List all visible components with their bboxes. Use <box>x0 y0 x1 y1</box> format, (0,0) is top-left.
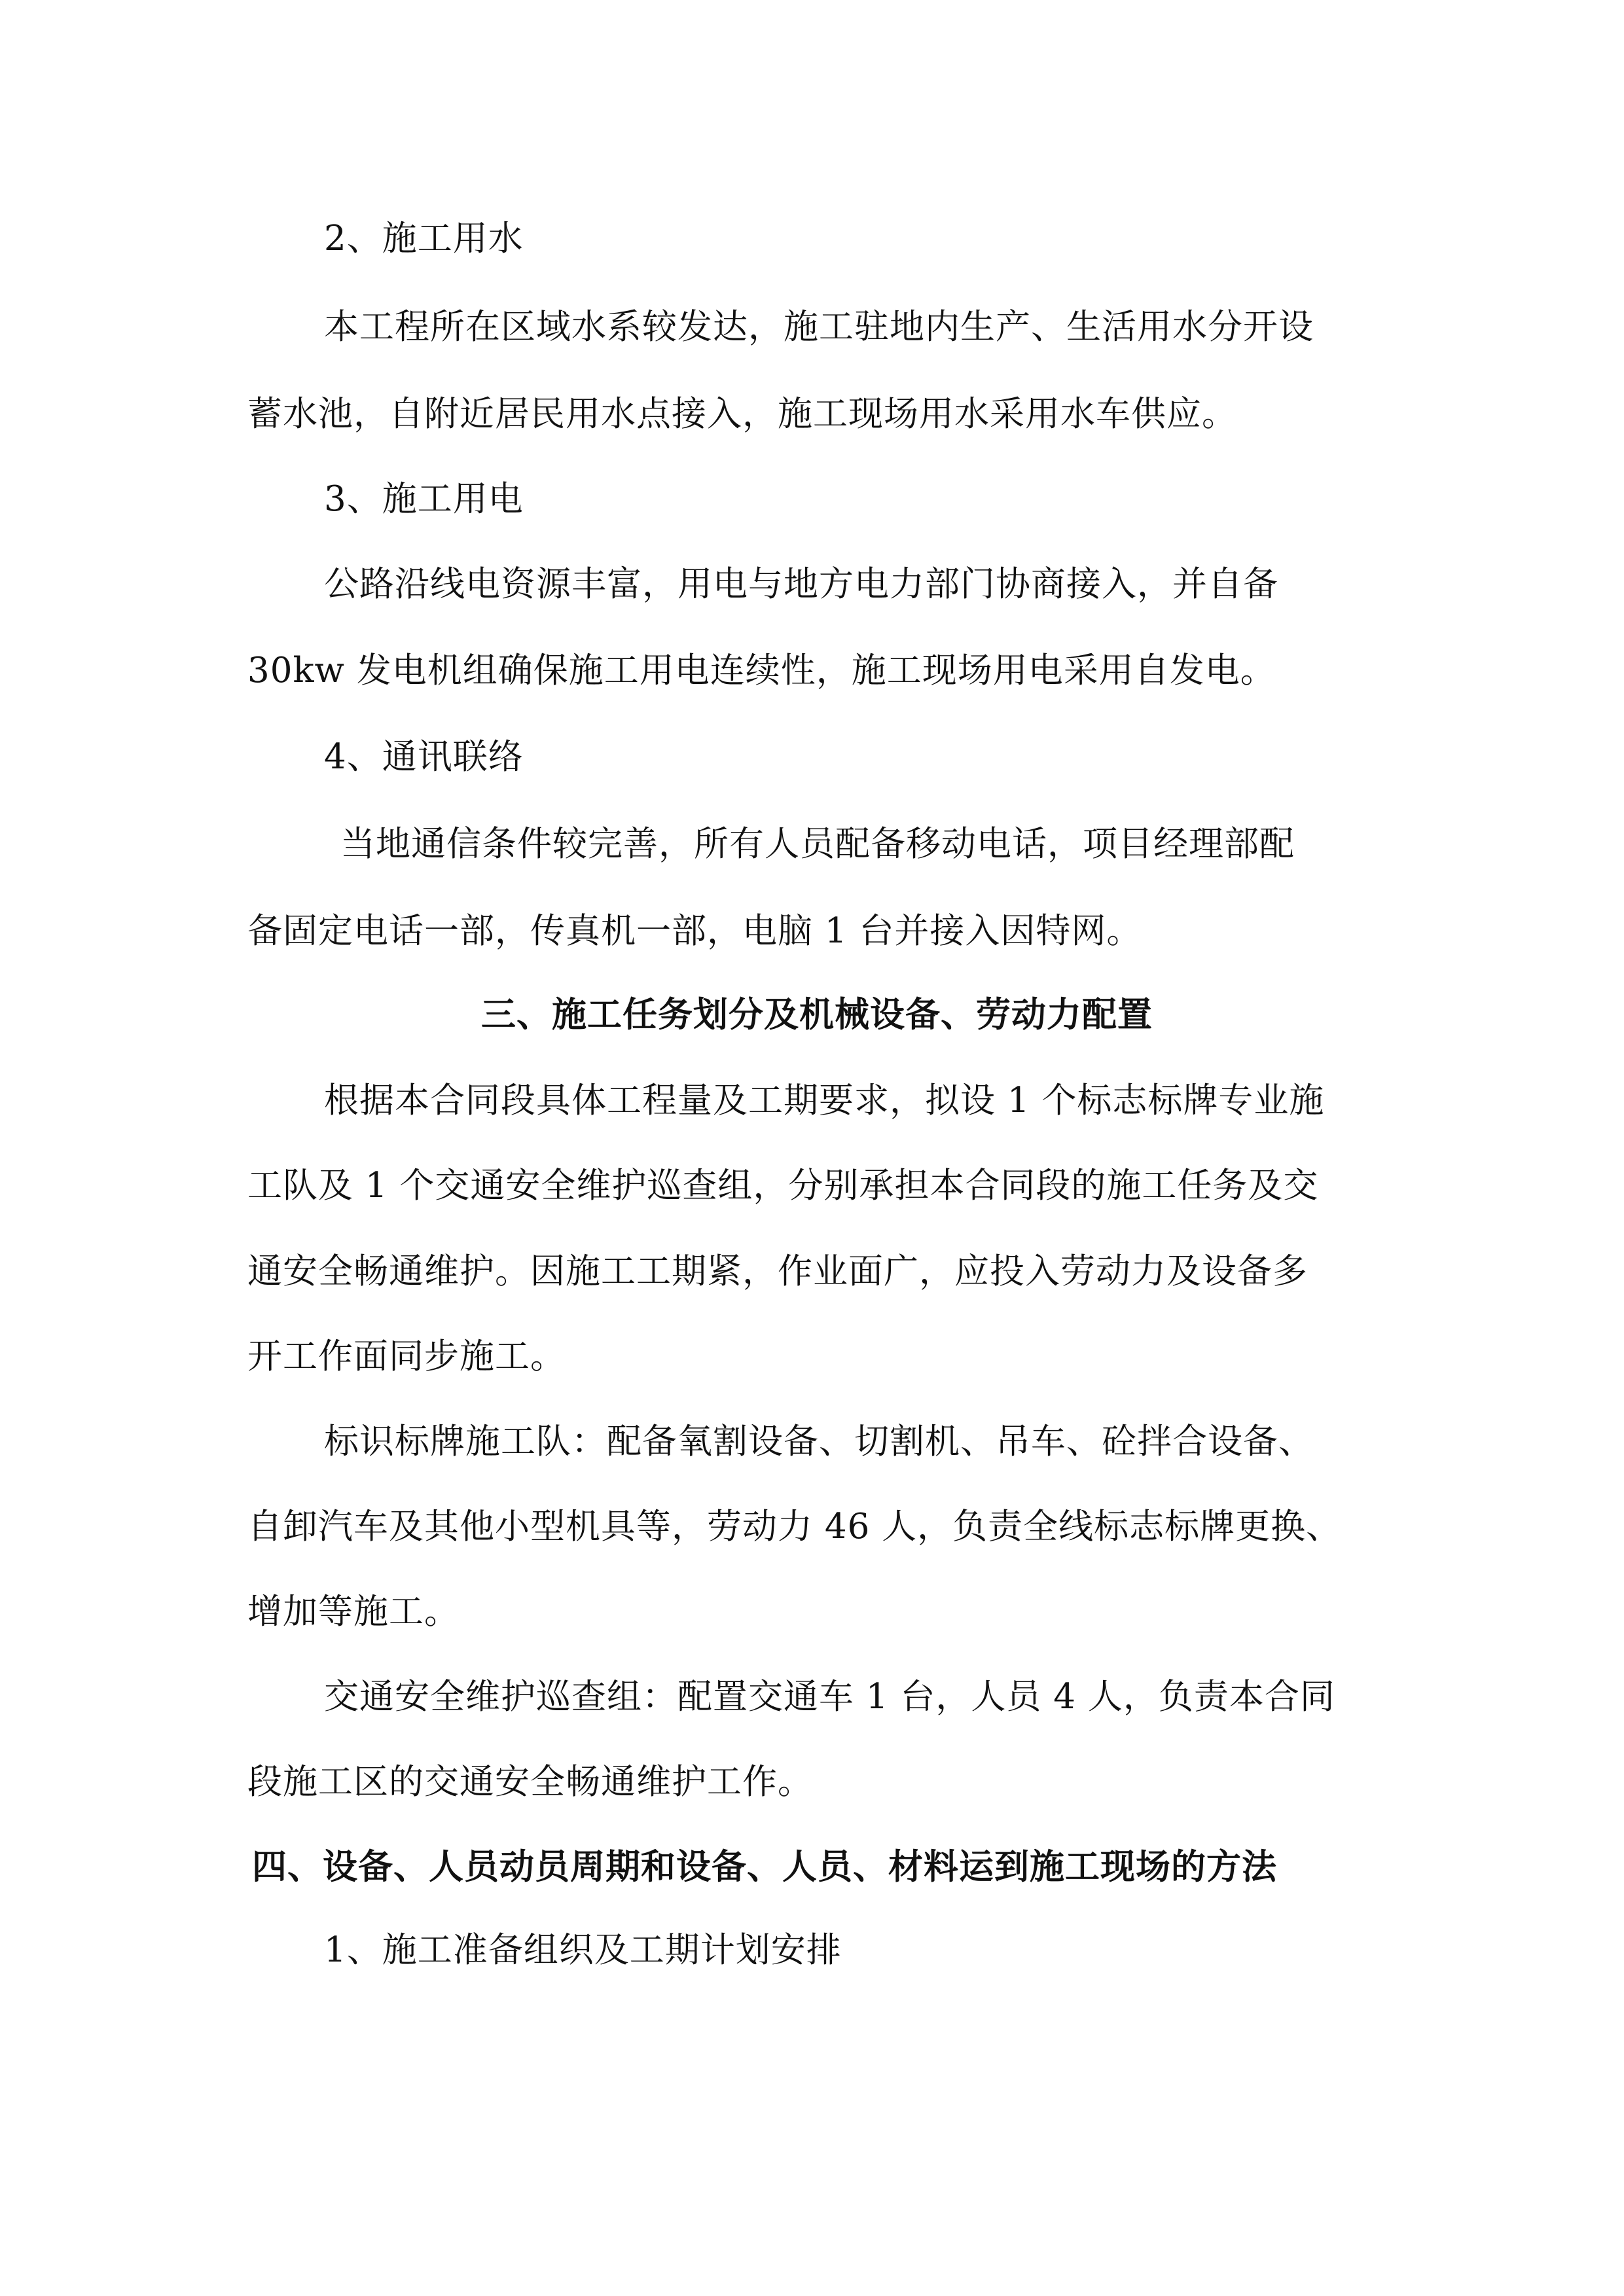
section-title-water: 2、施工用水 <box>324 219 524 259</box>
paragraph-line: 交通安全维护巡查组：配置交通车 1 台，人员 4 人，负责本合同 <box>324 1677 1335 1717</box>
paragraph-line: 蓄水池，自附近居民用水点接入，施工现场用水采用水车供应。 <box>247 394 1237 434</box>
paragraph-line: 备固定电话一部，传真机一部，电脑 1 台并接入因特网。 <box>247 911 1142 951</box>
heading-section-four: 四、设备、人员动员周期和设备、人员、材料运到施工现场的方法 <box>252 1847 1277 1887</box>
paragraph-line: 标识标牌施工队：配备氧割设备、切割机、吊车、砼拌合设备、 <box>324 1422 1314 1462</box>
paragraph-line: 本工程所在区域水系较发达，施工驻地内生产、生活用水分开设 <box>324 307 1314 347</box>
paragraph-line: 当地通信条件较完善，所有人员配备移动电话，项目经理部配 <box>340 824 1295 864</box>
paragraph-line: 30kw 发电机组确保施工用电连续性，施工现场用电采用自发电。 <box>247 651 1276 691</box>
section-title-communication: 4、通讯联络 <box>324 737 524 777</box>
paragraph-line: 通安全畅通维护。因施工工期紧，作业面广，应投入劳动力及设备多 <box>247 1251 1308 1291</box>
subsection-title: 1、施工准备组织及工期计划安排 <box>324 1930 842 1970</box>
paragraph-line: 公路沿线电资源丰富，用电与地方电力部门协商接入，并自备 <box>324 564 1278 604</box>
heading-section-three: 三、施工任务划分及机械设备、劳动力配置 <box>481 995 1153 1035</box>
section-title-electricity: 3、施工用电 <box>324 479 524 519</box>
paragraph-line: 工队及 1 个交通安全维护巡查组，分别承担本合同段的施工任务及交 <box>247 1166 1319 1206</box>
paragraph-line: 自卸汽车及其他小型机具等，劳动力 46 人，负责全线标志标牌更换、 <box>247 1507 1342 1547</box>
paragraph-line: 开工作面同步施工。 <box>247 1336 566 1376</box>
paragraph-line: 段施工区的交通安全畅通维护工作。 <box>247 1762 813 1802</box>
paragraph-line: 根据本合同段具体工程量及工期要求，拟设 1 个标志标牌专业施 <box>324 1081 1325 1121</box>
paragraph-line: 增加等施工。 <box>247 1592 460 1632</box>
